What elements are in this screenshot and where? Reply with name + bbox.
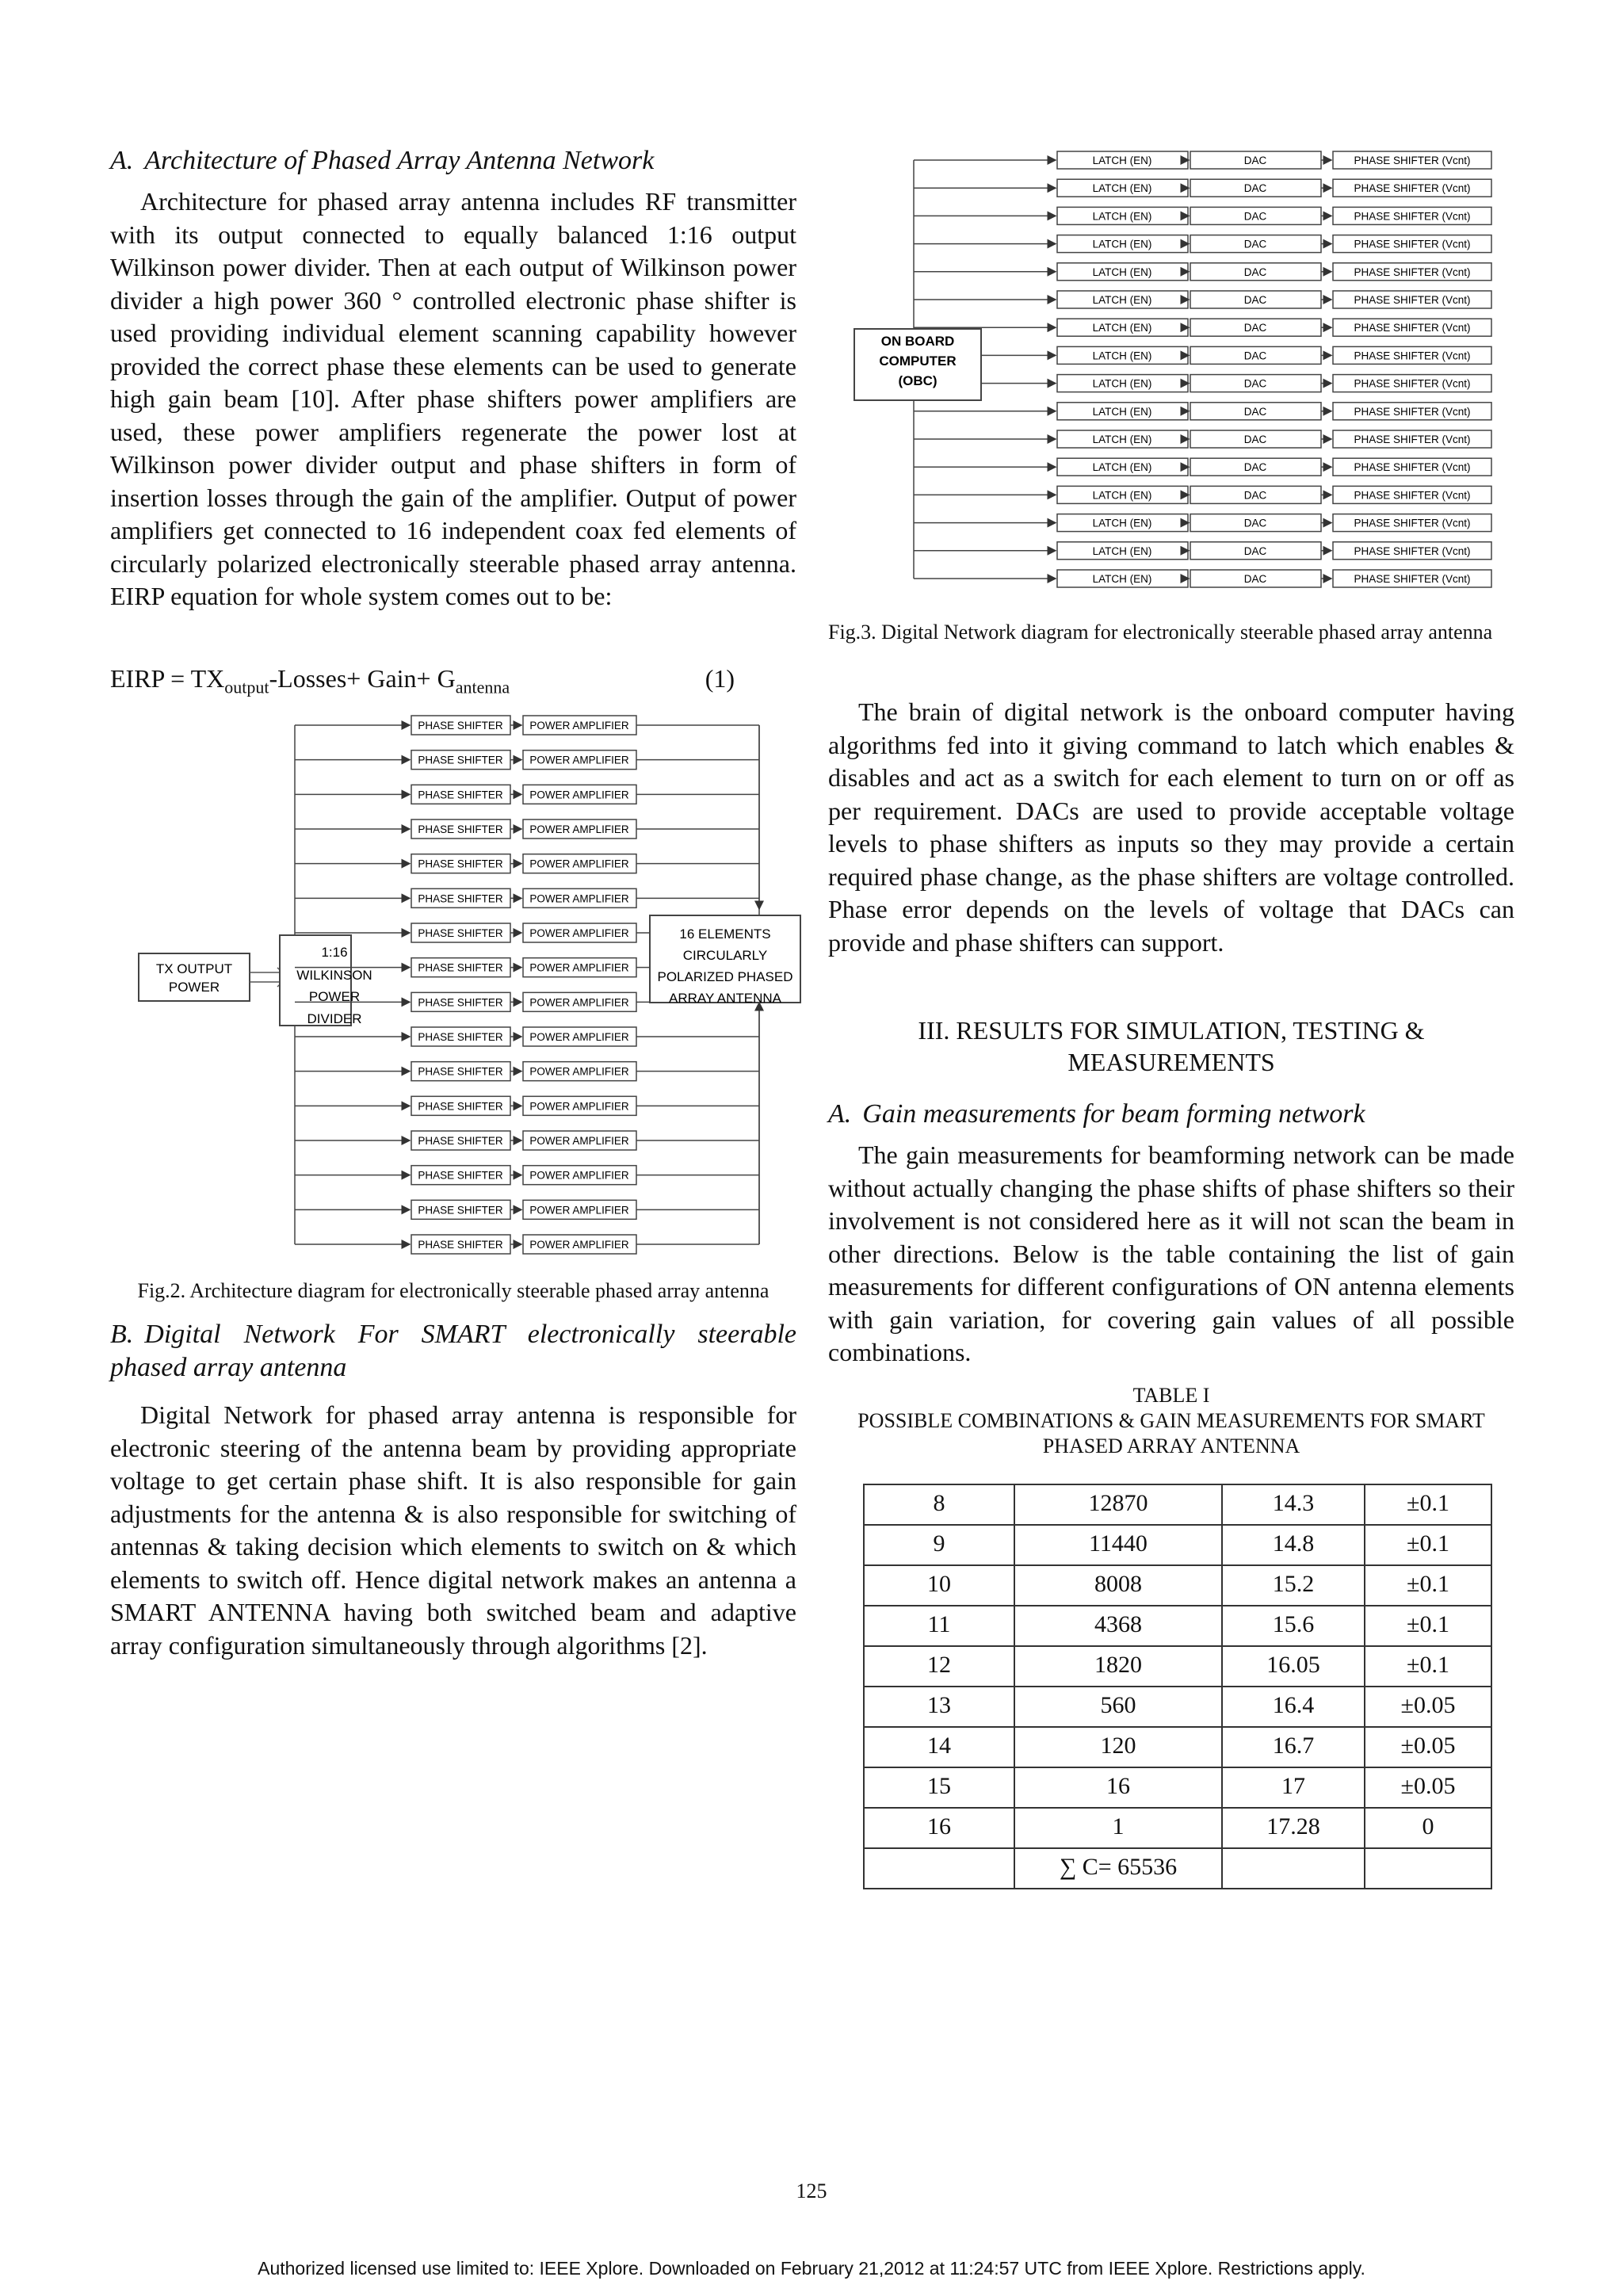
latch-label: LATCH (EN) [1092,434,1152,445]
dac-label: DAC [1243,461,1267,474]
dac-label: DAC [1243,182,1267,195]
table-row [864,1687,1491,1727]
latch-label: LATCH (EN) [1092,210,1152,223]
table-cell: 120 [1014,1727,1222,1767]
obc-line1: ON BOARD [880,334,955,349]
table-cell [1222,1848,1365,1889]
phase-shifter-label: PHASE SHIFTER [418,1239,503,1251]
table-caption-line2: PHASED ARRAY ANTENNA [1042,1435,1300,1457]
power-amplifier-label: POWER AMPLIFIER [529,961,629,974]
power-amplifier-label: POWER AMPLIFIER [529,823,629,835]
dac-label: DAC [1243,573,1267,585]
phase-shifter-label: PHASE SHIFTER [418,1065,503,1078]
latch-label: LATCH (EN) [1092,377,1152,390]
phase-shifter-label: PHASE SHIFTER [418,1169,503,1182]
latch-label: LATCH (EN) [1092,266,1152,278]
table-cell: 17.28 [1222,1808,1365,1848]
section-b-heading: B. Digital Network For SMART electronically steerable phased array antenna [110,1320,796,1382]
phase-shifter-vcnt-label: PHASE SHIFTER (Vcnt) [1354,182,1471,195]
power-amplifier-label: POWER AMPLIFIER [529,754,629,766]
table-cell: ±0.1 [1365,1646,1491,1687]
table-cell: 9 [864,1525,1014,1565]
table-caption-line1: POSSIBLE COMBINATIONS & GAIN MEASUREMENTS FOR SMART [857,1409,1485,1432]
table-cell: ±0.1 [1365,1606,1491,1646]
table-cell: 1 [1014,1808,1222,1848]
table-cell: 11 [864,1606,1014,1646]
table-cell: 16 [864,1808,1014,1848]
table-cell: 16.05 [1222,1646,1365,1687]
latch-label: LATCH (EN) [1092,405,1152,418]
dac-label: DAC [1243,294,1267,306]
table-cell: 8008 [1014,1565,1222,1606]
section-b-paragraph: Digital Network for phased array antenna is responsible for electronic steering of the antenna beam by providing appropriate voltage to get certain phase shift. It is also responsible for gain adjustments for the antenna & is also responsible for switching of antennas & taking decision which elements to switch on & which elements to switch off. Hence digital network makes an antenna a SMART ANTENNA having both switched beam and adaptive array configuration simultaneously through algorithms [2]. [110,1400,796,1660]
table-cell: 13 [864,1687,1014,1727]
table-cell: 15.6 [1222,1606,1365,1646]
fig2-architecture-diagram [127,705,808,1260]
dac-label: DAC [1243,544,1267,557]
table-cell: 560 [1014,1687,1222,1727]
section-iii-a-heading: A. Gain measurements for beam forming network [828,1099,1365,1129]
ant-line1: 16 ELEMENTS [679,926,771,942]
table-cell: 15.2 [1222,1565,1365,1606]
page-number: 125 [796,2179,827,2202]
table-cell: 17 [1222,1767,1365,1808]
div-line3: POWER [308,989,361,1004]
table-cell: 0 [1365,1808,1491,1848]
table-title [828,1383,1514,1459]
equation-number: (1) [705,664,735,693]
power-amplifier-label: POWER AMPLIFIER [529,1135,629,1147]
phase-shifter-vcnt-label: PHASE SHIFTER (Vcnt) [1354,322,1471,334]
table-row [864,1525,1491,1565]
phase-shifter-label: PHASE SHIFTER [418,1204,503,1217]
dac-label: DAC [1243,517,1267,529]
phase-shifter-vcnt-label: PHASE SHIFTER (Vcnt) [1354,405,1471,418]
table-row [864,1646,1491,1687]
phase-shifter-label: PHASE SHIFTER [418,789,503,801]
ant-line2: CIRCULARLY [682,948,768,963]
table-cell [1365,1848,1491,1889]
dac-label: DAC [1243,210,1267,223]
dac-label: DAC [1243,350,1267,362]
latch-label: LATCH (EN) [1092,544,1152,557]
latch-label: LATCH (EN) [1092,350,1152,362]
eirp-equation: EIRP = $TX_{output}-Losses+$ Gain+ $G_{antenna}$ (1) [110,664,735,697]
table-sum-cell: ∑ C= 65536 [1014,1848,1222,1889]
section-iii-heading: III. RESULTS FOR SIMULATION, TESTING & MEASUREMENTS [918,1016,1425,1076]
phase-shifter-label: PHASE SHIFTER [418,720,503,732]
power-amplifier-label: POWER AMPLIFIER [529,1204,629,1217]
phase-shifter-label: PHASE SHIFTER [418,927,503,939]
table-cell: 14.3 [1222,1484,1365,1525]
left-column [110,144,796,613]
dac-label: DAC [1243,238,1267,250]
dac-label: DAC [1243,322,1267,334]
dac-label: DAC [1243,489,1267,502]
table-cell: 10 [864,1565,1014,1606]
power-amplifier-label: POWER AMPLIFIER [529,1239,629,1251]
table-cell: 16.7 [1222,1727,1365,1767]
table-cell [864,1848,1014,1889]
brain-paragraph: The brain of digital network is the onboard computer having algorithms fed into it giving command to latch which enables & disables and act as a switch for each element to turn on or off as per requirement. DACs are used to provide acceptable voltage levels to phase shifters as inputs so they may provide a certain required phase change, as the phase shifters are voltage controlled. Phase error depends on the levels of voltage that DACs can provide and phase shifters can support. [828,697,1514,957]
power-amplifier-label: POWER AMPLIFIER [529,1031,629,1043]
table-cell: 16.4 [1222,1687,1365,1727]
power-amplifier-label: POWER AMPLIFIER [529,1100,629,1113]
latch-label: LATCH (EN) [1092,155,1152,166]
table-row [864,1727,1491,1767]
power-amplifier-label: POWER AMPLIFIER [529,858,629,870]
phase-shifter-vcnt-label: PHASE SHIFTER (Vcnt) [1354,544,1471,557]
latch-label: LATCH (EN) [1092,238,1152,250]
table-row [864,1565,1491,1606]
table-cell: ±0.1 [1365,1525,1491,1565]
dac-label: DAC [1243,405,1267,418]
table-label: TABLE I [1132,1384,1210,1407]
phase-shifter-vcnt-label: PHASE SHIFTER (Vcnt) [1354,461,1471,474]
obc-line3: (OBC) [898,373,938,388]
section-iii-a-paragraph: The gain measurements for beamforming network can be made without actually changing the phase shifts of phase shifters so their involvement is not considered here as it will not scan the beam in other directions. Below is the table containing the list of gain measurements for different configurations of ON antenna elements with gain variation, for covering gain values of all possible combinations. [828,1140,1514,1366]
latch-label: LATCH (EN) [1092,573,1152,585]
table-cell: ±0.05 [1365,1687,1491,1727]
table-cell: ±0.05 [1365,1727,1491,1767]
phase-shifter-label: PHASE SHIFTER [418,996,503,1009]
ant-line4: ARRAY ANTENNA [668,991,782,1006]
phase-shifter-vcnt-label: PHASE SHIFTER (Vcnt) [1354,434,1471,445]
fig3-digital-network-diagram [848,147,1514,598]
latch-label: LATCH (EN) [1092,517,1152,529]
tx-line2: POWER [168,980,220,995]
power-amplifier-label: POWER AMPLIFIER [529,892,629,905]
ant-line3: POLARIZED PHASED [657,969,793,984]
power-amplifier-label: POWER AMPLIFIER [529,1169,629,1182]
gain-table [863,1484,1492,1889]
phase-shifter-label: PHASE SHIFTER [418,1031,503,1043]
table-row [864,1484,1491,1525]
phase-shifter-label: PHASE SHIFTER [418,1100,503,1113]
phase-shifter-vcnt-label: PHASE SHIFTER (Vcnt) [1354,155,1471,166]
table-cell: 12870 [1014,1484,1222,1525]
section-b [110,1318,796,1662]
power-amplifier-label: POWER AMPLIFIER [529,1065,629,1078]
section-iii-a [828,1098,1514,1370]
phase-shifter-vcnt-label: PHASE SHIFTER (Vcnt) [1354,489,1471,502]
phase-shifter-vcnt-label: PHASE SHIFTER (Vcnt) [1354,294,1471,306]
dac-label: DAC [1243,434,1267,445]
phase-shifter-label: PHASE SHIFTER [418,754,503,766]
obc-line2: COMPUTER [879,353,957,369]
table-cell: 14.8 [1222,1525,1365,1565]
table-cell: 14 [864,1727,1014,1767]
latch-label: LATCH (EN) [1092,294,1152,306]
dac-label: DAC [1243,155,1267,166]
power-amplifier-label: POWER AMPLIFIER [529,720,629,732]
table-cell: 1820 [1014,1646,1222,1687]
dac-label: DAC [1243,266,1267,278]
section-a-paragraph: Architecture for phased array antenna includes RF transmitter with its output connected to equally balanced 1:16 output Wilkinson power divider. Then at each output of Wilkinson power divider a high power 360 ° controlled electronic phase shifter is used providing individual element scanning capability however provided the correct phase these elements can be used to generate high gain beam [10]. After phase shifters power amplifiers are used, these power amplifiers regenerate the power lost at Wilkinson power divider output and phase shifters in form of insertion losses through the gain of the amplifier. Output of power amplifiers get connected to 16 independent coax fed elements of circularly polarized electronically steerable phased array antenna. EIRP equation for whole system comes out to be: [110,187,796,610]
table-cell: ±0.1 [1365,1565,1491,1606]
table-cell: 8 [864,1484,1014,1525]
latch-label: LATCH (EN) [1092,322,1152,334]
fig2-caption: Fig.2. Architecture diagram for electronically steerable phased array antenna [137,1279,769,1302]
table-cell: 15 [864,1767,1014,1808]
footer-notice: Authorized licensed use limited to: IEEE Xplore. Downloaded on February 21,2012 at 11:24:57 UTC from IEEE Xplore. Restrictions apply. [258,2258,1365,2279]
phase-shifter-vcnt-label: PHASE SHIFTER (Vcnt) [1354,517,1471,529]
latch-label: LATCH (EN) [1092,182,1152,195]
phase-shifter-vcnt-label: PHASE SHIFTER (Vcnt) [1354,210,1471,223]
tx-line1: TX OUTPUT [155,961,233,976]
fig3-svg [848,147,1514,598]
phase-shifter-vcnt-label: PHASE SHIFTER (Vcnt) [1354,238,1471,250]
section-a-heading: A. Architecture of Phased Array Antenna Network [110,146,655,175]
phase-shifter-vcnt-label: PHASE SHIFTER (Vcnt) [1354,573,1471,585]
table-row [864,1767,1491,1808]
table-cell: 16 [1014,1767,1222,1808]
div-line4: DIVIDER [307,1011,362,1026]
phase-shifter-vcnt-label: PHASE SHIFTER (Vcnt) [1354,266,1471,278]
phase-shifter-label: PHASE SHIFTER [418,823,503,835]
table-cell: 11440 [1014,1525,1222,1565]
table-row [864,1808,1491,1848]
dac-label: DAC [1243,377,1267,390]
table-cell: 12 [864,1646,1014,1687]
fig2-svg [127,705,808,1260]
phase-shifter-label: PHASE SHIFTER [418,858,503,870]
fig3-rows [914,151,1491,587]
latch-label: LATCH (EN) [1092,489,1152,502]
fig3-caption: Fig.3. Digital Network diagram for electronically steerable phased array antenna [828,621,1493,644]
brain-paragraph-block [828,696,1514,959]
table-cell: 4368 [1014,1606,1222,1646]
phase-shifter-label: PHASE SHIFTER [418,892,503,905]
div-line2: WILKINSON [296,968,372,983]
table-cell: ±0.05 [1365,1767,1491,1808]
power-amplifier-label: POWER AMPLIFIER [529,789,629,801]
phase-shifter-label: PHASE SHIFTER [418,961,503,974]
div-line1: 1:16 [321,945,348,960]
power-amplifier-label: POWER AMPLIFIER [529,927,629,939]
power-amplifier-label: POWER AMPLIFIER [529,996,629,1009]
table-row [864,1606,1491,1646]
table-cell: ±0.1 [1365,1484,1491,1525]
table-sum-row [864,1848,1491,1889]
phase-shifter-label: PHASE SHIFTER [418,1135,503,1147]
phase-shifter-vcnt-label: PHASE SHIFTER (Vcnt) [1354,377,1471,390]
phase-shifter-vcnt-label: PHASE SHIFTER (Vcnt) [1354,350,1471,362]
latch-label: LATCH (EN) [1092,461,1152,474]
